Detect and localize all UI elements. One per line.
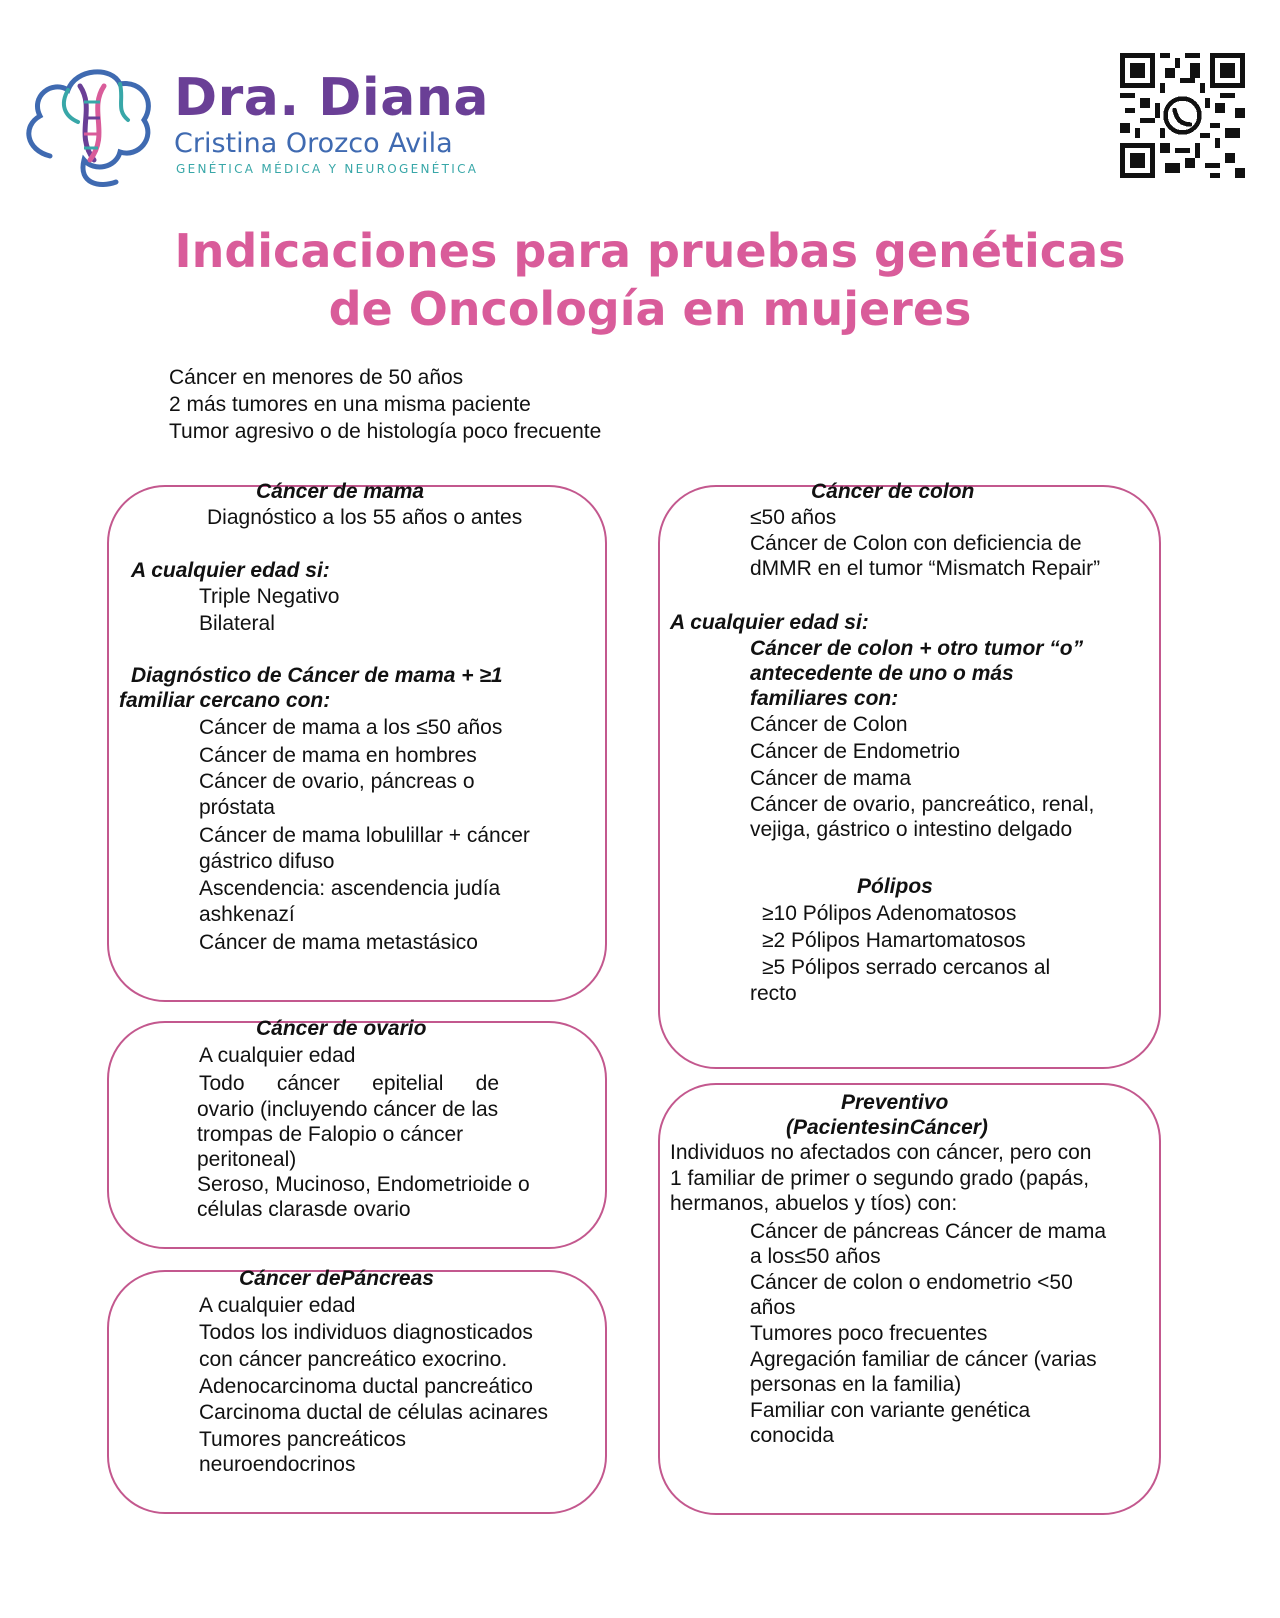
word: Todo — [199, 1072, 245, 1095]
general-criteria — [169, 364, 601, 445]
brand-full-name: Cristina Orozco Avila — [174, 128, 453, 159]
card-line: ovario (incluyendo cáncer de las — [197, 1098, 499, 1121]
list-item: ≥2 Pólipos Hamartomatosos — [762, 929, 1026, 952]
card-title: Cáncer de mama — [256, 480, 425, 503]
list-item: Cáncer de mama — [750, 767, 912, 790]
brand-logo — [20, 60, 490, 190]
card-line: 1 familiar de primer o segundo grado (papás, — [670, 1167, 1090, 1190]
section-heading: Pólipos — [857, 875, 933, 898]
card-line: Carcinoma ductal de células acinares — [199, 1401, 549, 1424]
list-item: personas en la familia) — [750, 1373, 962, 1396]
list-item: Tumores poco frecuentes — [750, 1322, 988, 1345]
list-item: Cáncer de mama en hombres — [199, 744, 477, 767]
section-heading: A cualquier edad si: — [670, 611, 869, 634]
dna-brain-logo-icon — [20, 60, 160, 190]
card-line: Seroso, Mucinoso, Endometrioide o — [197, 1173, 530, 1196]
list-item: Cáncer de mama lobulillar + cáncer — [199, 824, 530, 847]
page-title — [100, 222, 1200, 338]
list-item: gástrico difuso — [199, 850, 335, 873]
card-line: Individuos no afectados con cáncer, pero con — [670, 1141, 1092, 1164]
card-title: Cáncer de ovario — [256, 1017, 427, 1040]
list-item: recto — [750, 982, 797, 1005]
card-line: células clarasde ovario — [197, 1198, 411, 1221]
section-heading: A cualquier edad si: — [131, 559, 330, 582]
list-item: Cáncer de páncreas Cáncer de mama — [750, 1220, 1107, 1243]
list-item: Cáncer de Endometrio — [750, 740, 961, 763]
list-item: ≥5 Pólipos serrado cercanos al — [762, 956, 1051, 979]
card-line: dMMR en el tumor “Mismatch Repair” — [750, 557, 1101, 580]
intro-line: 2 más tumores en una misma paciente — [169, 393, 531, 416]
colon-cancer-card — [658, 480, 1161, 1069]
card-line: A cualquier edad — [199, 1294, 356, 1317]
word: cáncer — [276, 1072, 340, 1095]
list-item: Cáncer de mama metastásico — [199, 931, 478, 954]
list-item: Agregación familiar de cáncer (varias — [750, 1348, 1097, 1371]
card-title: Preventivo — [841, 1091, 949, 1114]
intro-line: Tumor agresivo o de histología poco frecuente — [169, 420, 602, 443]
intro-line: Cáncer en menores de 50 años — [169, 366, 464, 389]
whatsapp-qr-code — [1120, 53, 1245, 178]
section-subheading: familiares con: — [750, 687, 899, 710]
title-line-1: Indicaciones para pruebas genéticas — [174, 224, 1126, 278]
card-line: peritoneal) — [197, 1148, 297, 1171]
list-item: a los≤50 años — [750, 1245, 881, 1268]
brand-tagline: GENÉTICA MÉDICA Y NEUROGENÉTICA — [176, 162, 479, 176]
card-line: hermanos, abuelos y tíos) con: — [670, 1192, 958, 1215]
card-line: trompas de Falopio o cáncer — [197, 1123, 464, 1146]
list-item: Bilateral — [199, 612, 275, 635]
justified-line — [199, 1071, 499, 1097]
list-item: vejiga, gástrico o intestino delgado — [750, 818, 1073, 841]
card-line: Diagnóstico a los 55 años o antes — [207, 506, 523, 529]
section-heading: familiar cercano con: — [119, 689, 331, 712]
card-title: Cáncer dePáncreas — [239, 1267, 434, 1290]
card-line: Todos los individuos diagnosticados — [199, 1321, 533, 1344]
preventive-card — [658, 1083, 1161, 1515]
card-line: Cáncer de Colon con deficiencia de — [750, 532, 1082, 555]
card-title: (PacientesinCáncer) — [786, 1116, 988, 1139]
list-item: ≥10 Pólipos Adenomatosos — [762, 902, 1017, 925]
list-item: Cáncer de mama a los ≤50 años — [199, 716, 503, 739]
section-heading: Diagnóstico de Cáncer de mama + ≥1 — [131, 664, 503, 687]
list-item: Cáncer de colon o endometrio <50 — [750, 1271, 1073, 1294]
section-subheading: Cáncer de colon + otro tumor “o” — [750, 637, 1084, 660]
ovarian-cancer-card — [107, 1017, 607, 1249]
list-item: conocida — [750, 1424, 835, 1447]
list-item: próstata — [199, 796, 275, 819]
list-item: Cáncer de Colon — [750, 713, 908, 736]
list-item: ashkenazí — [199, 903, 295, 926]
card-line: con cáncer pancreático exocrino. — [199, 1348, 508, 1371]
title-line-2: de Oncología en mujeres — [328, 282, 972, 336]
list-item: Triple Negativo — [199, 585, 340, 608]
list-item: Ascendencia: ascendencia judía — [199, 877, 501, 900]
list-item: años — [750, 1296, 796, 1319]
card-line: A cualquier edad — [199, 1044, 356, 1067]
card-line: ≤50 años — [750, 506, 837, 529]
card-line: neuroendocrinos — [199, 1453, 356, 1476]
pancreatic-cancer-card — [107, 1267, 607, 1514]
list-item: Cáncer de ovario, páncreas o — [199, 770, 475, 793]
breast-cancer-card — [107, 480, 607, 1002]
word: de — [475, 1072, 499, 1095]
brand-name: Dra. Diana — [174, 68, 489, 128]
card-title: Cáncer de colon — [811, 480, 975, 503]
word: epitelial — [372, 1072, 444, 1095]
card-line: Tumores pancreáticos — [199, 1428, 406, 1451]
list-item: Cáncer de ovario, pancreático, renal, — [750, 793, 1095, 816]
list-item: Familiar con variante genética — [750, 1399, 1031, 1422]
section-subheading: antecedente de uno o más — [750, 662, 1014, 685]
card-line: Adenocarcinoma ductal pancreático — [199, 1375, 533, 1398]
